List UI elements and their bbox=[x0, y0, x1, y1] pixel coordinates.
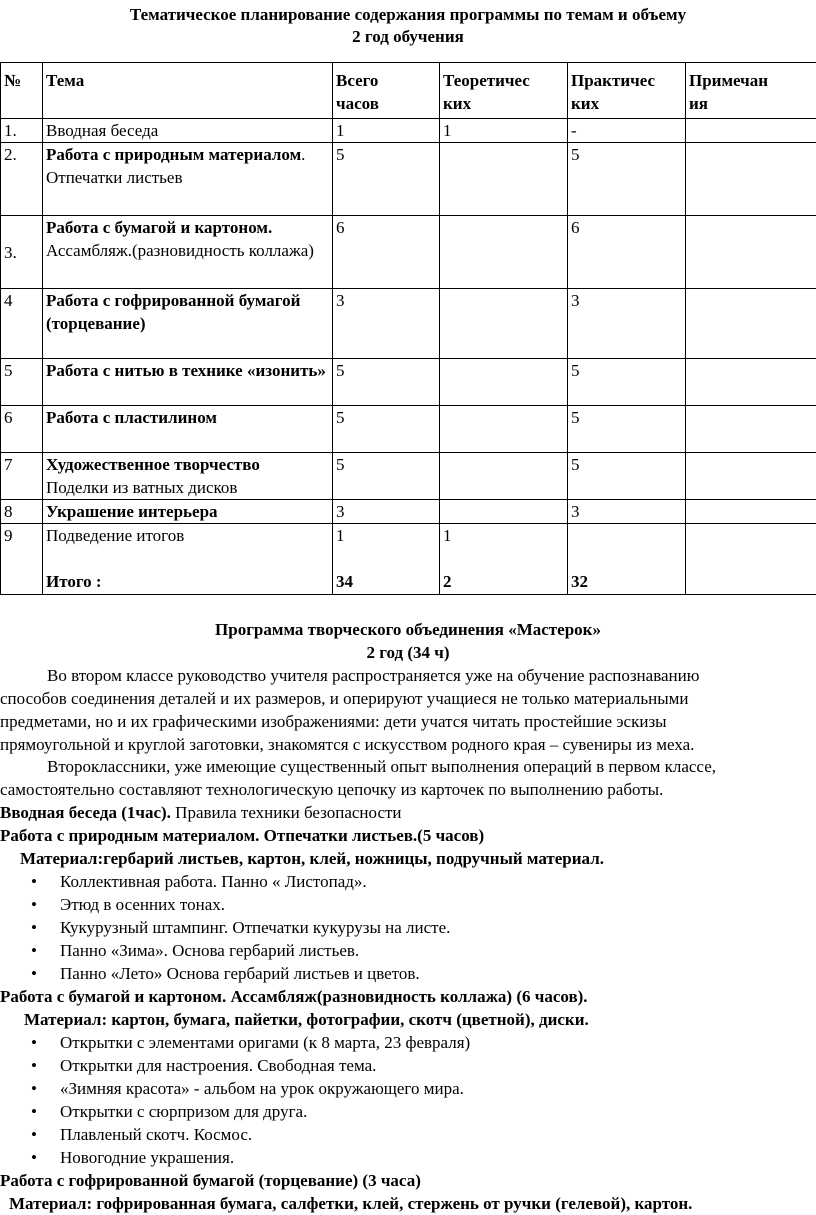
row-total: 5 bbox=[333, 406, 440, 453]
row-total: 5 bbox=[333, 143, 440, 216]
row-note bbox=[686, 406, 816, 453]
row-num: 9 bbox=[1, 524, 43, 595]
row-practice: 5 bbox=[568, 406, 686, 453]
row-theory bbox=[440, 216, 568, 289]
row-topic: Работа с бумагой и картоном. Ассамбляж.(разновидность коллажа) bbox=[43, 216, 333, 289]
row-theory bbox=[440, 359, 568, 406]
page-title: Тематическое планирование содержания программы по темам и объему bbox=[129, 5, 687, 24]
paragraph-line: способов соединения деталей и их размеров, и оперируют учащиеся не только материальными bbox=[0, 689, 689, 708]
row-note bbox=[686, 143, 816, 216]
header-total: Всего часов bbox=[333, 63, 440, 119]
row-topic: Подведение итогов Итого : bbox=[43, 524, 333, 595]
program-title: Программа творческого объединения «Мастерок» bbox=[215, 620, 601, 639]
row-total: 3 bbox=[333, 500, 440, 524]
block2-material: Материал: картон, бумага, пайетки, фотографии, скотч (цветной), диски. bbox=[24, 1010, 589, 1029]
list-item: • Панно «Зима». Основа гербарий листьев. bbox=[0, 939, 816, 962]
table-row-total bbox=[1, 524, 816, 595]
row-practice: 5 bbox=[568, 143, 686, 216]
row-total: 3 bbox=[333, 289, 440, 359]
block1-list bbox=[0, 870, 816, 985]
list-item: • Кукурузный штампинг. Отпечатки кукурузы на листе. bbox=[0, 916, 816, 939]
header-topic: Тема bbox=[43, 63, 333, 119]
header-num: № bbox=[1, 63, 43, 119]
header-practice: Практичес ких bbox=[568, 63, 686, 119]
list-item: • «Зимняя красота» - альбом на урок окружающего мира. bbox=[0, 1077, 816, 1100]
row-note bbox=[686, 500, 816, 524]
row-note bbox=[686, 216, 816, 289]
list-item: • Панно «Лето» Основа гербарий листьев и цветов. bbox=[0, 962, 816, 985]
paragraph-line: самостоятельно составляют технологическую цепочку из карточек по выполнению работы. bbox=[0, 780, 664, 799]
row-num: 6 bbox=[1, 406, 43, 453]
row-practice: 32 bbox=[568, 524, 686, 595]
header-note: Примечан ия bbox=[686, 63, 816, 119]
row-theory bbox=[440, 406, 568, 453]
paragraph-line: предметами, но и их графическими изображениями: дети учатся читать простейшие эскизы bbox=[0, 712, 667, 731]
row-num: 5 bbox=[1, 359, 43, 406]
row-note bbox=[686, 359, 816, 406]
row-theory bbox=[440, 143, 568, 216]
list-item: • Коллективная работа. Панно « Листопад». bbox=[0, 870, 816, 893]
table-row bbox=[1, 453, 816, 500]
row-total: 6 bbox=[333, 216, 440, 289]
row-total: 1 bbox=[333, 119, 440, 143]
row-topic: Художественное творчество Поделки из ватных дисков bbox=[43, 453, 333, 500]
list-item: • Этюд в осенних тонах. bbox=[0, 893, 816, 916]
paragraph-line: Второклассники, уже имеющие существенный опыт выполнения операций в первом классе, bbox=[47, 757, 716, 776]
block1-title: Работа с природным материалом. Отпечатки листьев.(5 часов) bbox=[0, 826, 485, 845]
row-note bbox=[686, 453, 816, 500]
list-item: • Открытки с сюрпризом для друга. bbox=[0, 1100, 816, 1123]
row-practice: - bbox=[568, 119, 686, 143]
paragraph-line: Во втором классе руководство учителя распространяется уже на обучение распознаванию bbox=[47, 666, 700, 685]
table-row bbox=[1, 216, 816, 289]
row-num: 4 bbox=[1, 289, 43, 359]
row-topic: Работа с природным материалом. Отпечатки листьев bbox=[43, 143, 333, 216]
table-row bbox=[1, 289, 816, 359]
row-num: 2. bbox=[1, 143, 43, 216]
table-row bbox=[1, 143, 816, 216]
row-practice: 5 bbox=[568, 359, 686, 406]
paragraph-line: прямоугольной и круглой заготовки, знакомятся с искусством родного края – сувениры из меха. bbox=[0, 735, 695, 754]
block2-title: Работа с бумагой и картоном. Ассамбляж(разновидность коллажа) (6 часов). bbox=[0, 987, 588, 1006]
row-total: 5 bbox=[333, 359, 440, 406]
row-num: 3. bbox=[1, 216, 43, 289]
row-topic: Украшение интерьера bbox=[43, 500, 333, 524]
table-row bbox=[1, 406, 816, 453]
block3-material: Материал: гофрированная бумага, салфетки, клей, стержень от ручки (гелевой), картон. bbox=[9, 1194, 693, 1213]
row-practice: 5 bbox=[568, 453, 686, 500]
row-practice: 6 bbox=[568, 216, 686, 289]
intro-lesson: Вводная беседа (1час). Правила техники безопасности bbox=[0, 803, 402, 822]
list-item: • Плавленый скотч. Космос. bbox=[0, 1123, 816, 1146]
row-topic: Вводная беседа bbox=[43, 119, 333, 143]
list-item: • Новогодние украшения. bbox=[0, 1146, 816, 1169]
block3-title: Работа с гофрированной бумагой (торцевание) (3 часа) bbox=[0, 1171, 421, 1190]
row-note bbox=[686, 289, 816, 359]
row-topic: Работа с пластилином bbox=[43, 406, 333, 453]
table-row bbox=[1, 119, 816, 143]
row-total: 5 bbox=[333, 453, 440, 500]
intro-paragraph-1 bbox=[0, 664, 816, 756]
plan-table bbox=[0, 62, 816, 595]
row-practice: 3 bbox=[568, 289, 686, 359]
row-topic: Работа с гофрированной бумагой (торцевание) bbox=[43, 289, 333, 359]
row-num: 8 bbox=[1, 500, 43, 524]
list-item: • Открытки с элементами оригами (к 8 марта, 23 февраля) bbox=[0, 1031, 816, 1054]
row-note bbox=[686, 524, 816, 595]
table-row bbox=[1, 359, 816, 406]
row-theory bbox=[440, 500, 568, 524]
row-theory: 1 bbox=[440, 119, 568, 143]
list-item: • Открытки для настроения. Свободная тема. bbox=[0, 1054, 816, 1077]
row-note bbox=[686, 119, 816, 143]
program-subtitle: 2 год (34 ч) bbox=[366, 643, 450, 662]
row-topic: Работа с нитью в технике «изонить» bbox=[43, 359, 333, 406]
row-practice: 3 bbox=[568, 500, 686, 524]
row-theory bbox=[440, 289, 568, 359]
header-theory: Теоретичес ких bbox=[440, 63, 568, 119]
row-num: 1. bbox=[1, 119, 43, 143]
row-theory bbox=[440, 453, 568, 500]
intro-paragraph-2 bbox=[0, 755, 816, 801]
row-theory: 1 2 bbox=[440, 524, 568, 595]
row-total: 1 34 bbox=[333, 524, 440, 595]
table-header-row bbox=[1, 63, 816, 119]
block2-list bbox=[0, 1031, 816, 1169]
row-num: 7 bbox=[1, 453, 43, 500]
block1-material: Материал:гербарий листьев, картон, клей, ножницы, подручный материал. bbox=[20, 849, 604, 868]
table-row bbox=[1, 500, 816, 524]
page-subtitle: 2 год обучения bbox=[352, 27, 464, 46]
